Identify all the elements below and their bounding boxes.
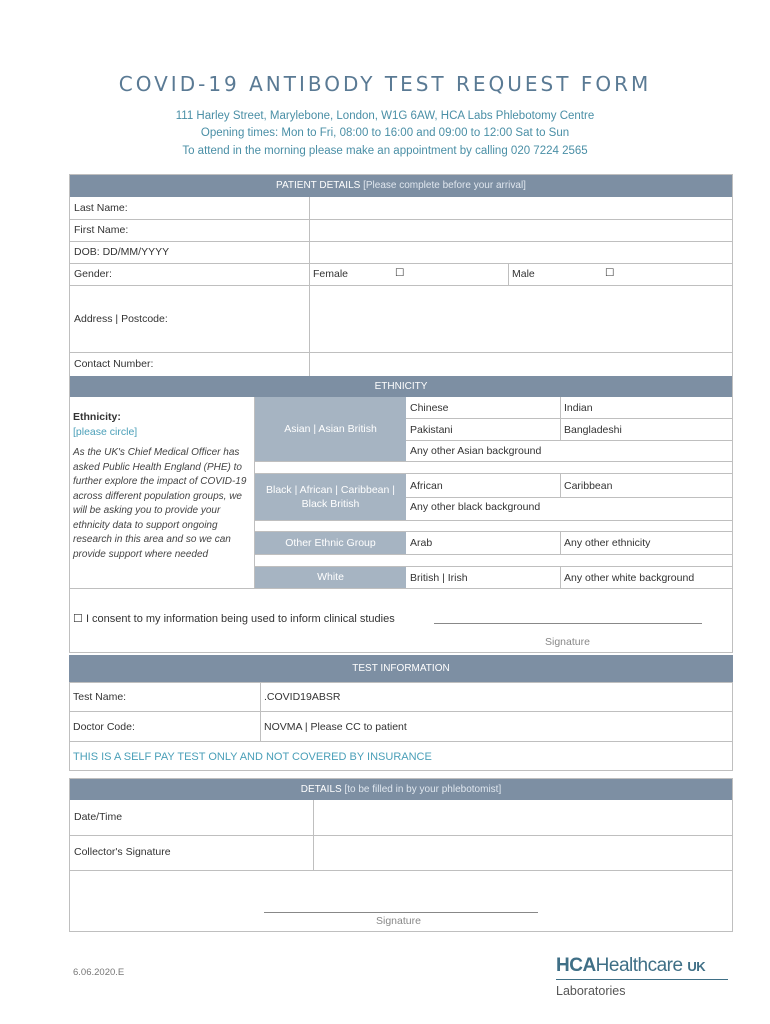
- white-group-label: White: [255, 567, 406, 588]
- black-group-label: Black | African | Caribbean | Black British: [255, 474, 406, 520]
- ethnicity-note: [please circle]: [73, 426, 138, 438]
- dob-input[interactable]: [310, 242, 732, 263]
- consent-row[interactable]: [73, 612, 395, 625]
- patient-details-header: [70, 175, 732, 197]
- test-info-header: [69, 655, 733, 682]
- female-label: Female: [313, 268, 349, 280]
- option-caribbean[interactable]: Caribbean: [564, 480, 613, 492]
- option-arab[interactable]: Arab: [410, 537, 433, 549]
- consent-text: I consent to my information being used to inform clinical studies: [85, 613, 395, 625]
- consent-checkbox[interactable]: ☐: [73, 613, 83, 625]
- opening-times: Opening times: Mon to Fri, 08:00 to 16:00 and 09:00 to 12:00 Sat to Sun: [200, 127, 570, 139]
- option-other-ethnicity[interactable]: Any other ethnicity: [564, 537, 651, 549]
- option-other-asian[interactable]: Any other Asian background: [410, 445, 542, 457]
- date-time-input[interactable]: [314, 801, 732, 835]
- option-other-white[interactable]: Any other white background: [564, 572, 695, 584]
- option-other-black[interactable]: Any other black background: [410, 501, 541, 513]
- details-signature-label: Signature: [376, 915, 421, 927]
- consent-signature-line[interactable]: [434, 623, 702, 624]
- logo-uk: UK: [687, 959, 706, 974]
- doctor-code-value: NOVMA | Please CC to patient: [264, 721, 407, 733]
- gender-label: Gender:: [74, 268, 112, 280]
- contact-label: Contact Number:: [74, 358, 154, 370]
- option-indian[interactable]: Indian: [564, 402, 593, 414]
- test-heading: TEST INFORMATION: [352, 663, 450, 674]
- ethnicity-explanation: As the UK's Chief Medical Officer has asked Public Health England (PHE) to further explore the impact of COVID-19 across different population groups, we will be asking you to provide your ethnicity data to support ongoing research in this area and so we can provide support where needed: [73, 447, 247, 560]
- logo-healthcare: Healthcare: [595, 955, 683, 976]
- test-name-value: .COVID19ABSR: [264, 691, 341, 703]
- other-group-label: Other Ethnic Group: [255, 532, 406, 554]
- female-checkbox[interactable]: ☐: [395, 267, 405, 279]
- contact-input[interactable]: [310, 353, 732, 376]
- collector-signature-label: Collector's Signature: [74, 846, 171, 858]
- collector-signature-input[interactable]: [314, 836, 732, 870]
- first-name-label: First Name:: [74, 224, 129, 236]
- hca-logo: [556, 955, 732, 1005]
- doctor-code-label: Doctor Code:: [73, 721, 135, 733]
- self-pay-notice: THIS IS A SELF PAY TEST ONLY AND NOT COVERED BY INSURANCE: [73, 751, 432, 763]
- date-time-label: Date/Time: [74, 811, 123, 823]
- option-pakistani[interactable]: Pakistani: [410, 424, 453, 436]
- option-chinese[interactable]: Chinese: [410, 402, 449, 414]
- patient-heading: PATIENT DETAILS: [276, 180, 361, 191]
- male-checkbox[interactable]: ☐: [605, 267, 615, 279]
- details-header: [70, 779, 732, 800]
- details-heading-note: [to be filled in by your phlebotomist]: [344, 784, 502, 795]
- option-african[interactable]: African: [410, 480, 443, 492]
- ethnicity-label: Ethnicity:: [73, 411, 121, 423]
- logo-laboratories: Laboratories: [556, 984, 626, 998]
- address-input[interactable]: [310, 286, 732, 352]
- patient-heading-note: [Please complete before your arrival]: [363, 180, 526, 191]
- ethnicity-header: [70, 376, 732, 397]
- address-label: Address | Postcode:: [74, 313, 168, 325]
- address-line: 111 Harley Street, Marylebone, London, W1G 6AW, HCA Labs Phlebotomy Centre: [175, 110, 595, 122]
- asian-group-label: Asian | Asian British: [255, 397, 406, 461]
- option-bangladeshi[interactable]: Bangladeshi: [564, 424, 622, 436]
- logo-hca: HCA: [556, 955, 596, 976]
- appointment-note: To attend in the morning please make an appointment by calling 020 7224 2565: [182, 145, 588, 157]
- ethnicity-heading: ETHNICITY: [374, 381, 428, 392]
- option-british-irish[interactable]: British | Irish: [410, 572, 468, 584]
- last-name-label: Last Name:: [74, 202, 128, 214]
- details-signature-line[interactable]: [264, 912, 538, 913]
- first-name-input[interactable]: [310, 220, 732, 241]
- test-name-label: Test Name:: [73, 691, 127, 703]
- consent-signature-label: Signature: [545, 636, 590, 648]
- dob-label: DOB: DD/MM/YYYY: [74, 246, 170, 258]
- form-title: COVID-19 ANTIBODY TEST REQUEST FORM: [118, 72, 652, 96]
- last-name-input[interactable]: [310, 198, 732, 219]
- details-heading: DETAILS: [300, 784, 342, 795]
- male-label: Male: [512, 268, 535, 280]
- form-version: 6.06.2020.E: [73, 967, 125, 978]
